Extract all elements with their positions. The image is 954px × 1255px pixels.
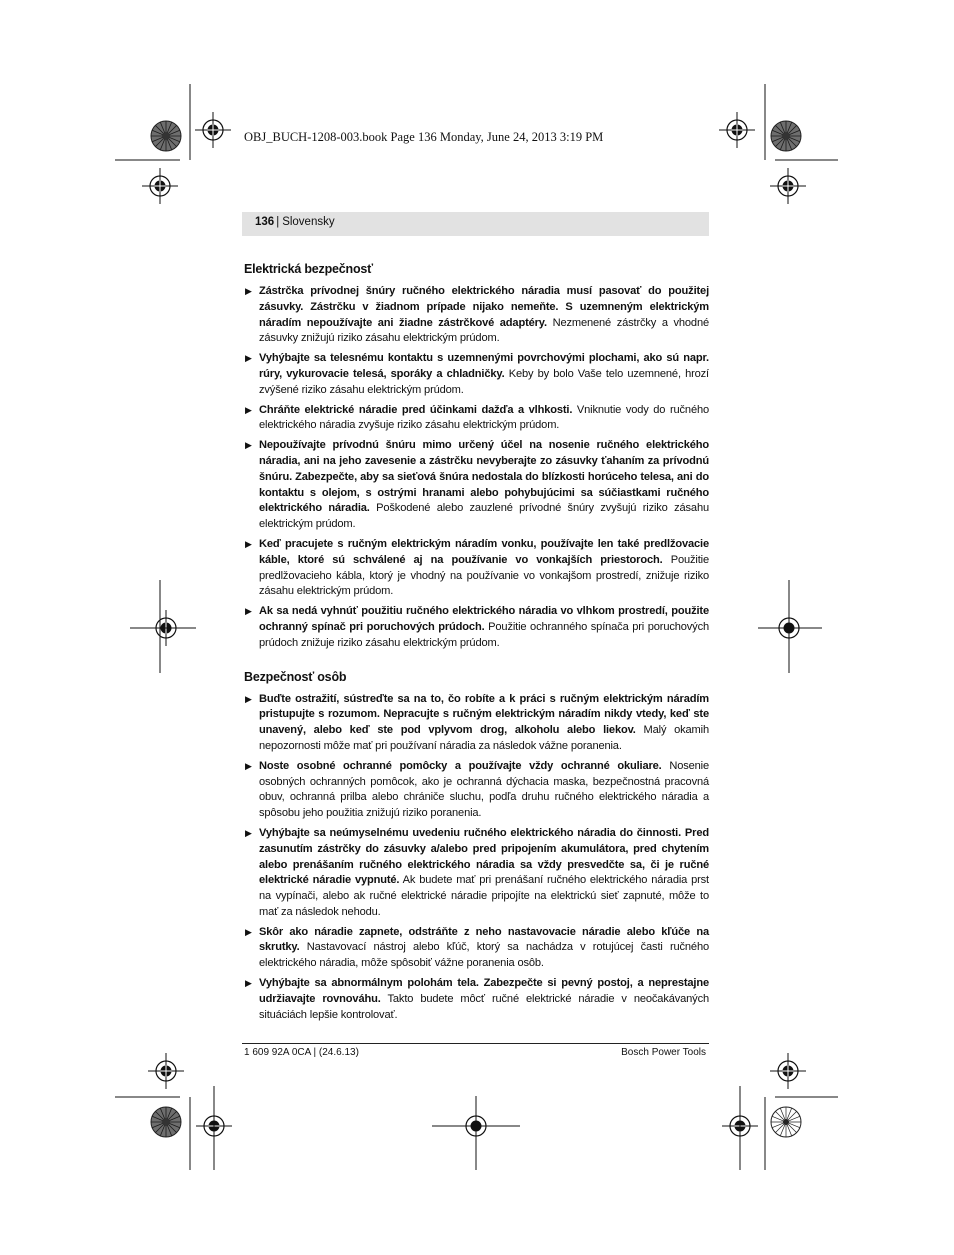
bullet-triangle-icon: ▶: [245, 538, 252, 549]
footer-brand: Bosch Power Tools: [621, 1047, 706, 1058]
header-language: Slovensky: [282, 216, 335, 228]
bullet-triangle-icon: ▶: [245, 440, 252, 451]
list-item: ▶ Zástrčka prívodnej šnúry ručného elektrického náradia musí pasovať do použitej zásuvky. Zástrčku v žiadnom prípade nijako nemeňte. S uzemneným elektrickým náradím nepoužívajte ani žiadne zástrčkové adaptéry. Nezmenené zástrčky a vhodné zásuvky znižujú riziko zásahu elektrickým prúdom.: [245, 285, 709, 345]
bullet-triangle-icon: ▶: [245, 693, 252, 704]
bullet-triangle-icon: ▶: [245, 926, 252, 937]
bullet-triangle-icon: ▶: [245, 606, 252, 617]
bullet-triangle-icon: ▶: [245, 760, 252, 771]
list-item: ▶ Vyhýbajte sa abnormálnym polohám tela. Zabezpečte si pevný postoj, a neprestajne udržiavajte rovnováhu. Takto budete môcť ručné elektrické náradie v neočakávaných situáciách lepšie kontrolovať.: [245, 977, 709, 1021]
list-item: ▶ Ak sa nedá vyhnúť použitiu ručného elektrického náradia vo vlhkom prostredí, použite ochranný spínač pri poruchových prúdoch. Použitie ochranného spínača pri poruchových prúdoch znižuje riziko zásahu elektrickým prúdom.: [245, 605, 709, 649]
list-item: ▶ Noste osobné ochranné pomôcky a používajte vždy ochranné okuliare. Nosenie osobných ochranných pomôcok, ako je ochranná dýchacia maska, bezpečnostná pracovná obuv, ochranná prilba alebo chrániče sluchu, podľa druhu ručného elektrického náradia a spôsobu jeho použitia znižujú riziko poranenia.: [245, 759, 709, 820]
list-item: ▶ Nepoužívajte prívodnú šnúru mimo určený účel na nosenie ručného elektrického náradia, ani na jeho zavesenie a zástrčku nevyberajte zo zásuvky ťahaním za prívodnú šnúru. Zabezpečte, aby sa sieťová šnúra nedostala do blízkosti horúceho telesa, ani do kontaktu s olejom, s ostrými hranami alebo pohybujúcimi sa súčiastkami ručného elektrického náradia. Poškodené alebo zauzlené prívodné šnúry zvyšujú riziko zásahu elektrickým prúdom.: [245, 439, 709, 531]
list-item: ▶ Vyhýbajte sa neúmyselnému uvedeniu ručného elektrického náradia do činnosti. Pred zasunutím zástrčky do zásuvky a/alebo pred pripojením akumulátora, pred chytením alebo prenášaním ručného elektrického náradia sa vždy presvedčte sa, či je ručné elektrické náradie vypnuté. Ak budete mať pri prenášaní ručného elektrického náradia prst na vypínači, alebo ak ručné elektrické náradie pripojíte na elektrickú sieť zapnuté, môže to mať za následok nehodu.: [245, 826, 709, 918]
page-number: 136: [255, 216, 275, 228]
book-file-info: OBJ_BUCH-1208-003.book Page 136 Monday, June 24, 2013 3:19 PM: [244, 130, 604, 144]
section-title-electrical-safety: Elektrická bezpečnosť: [244, 262, 373, 276]
bullet-triangle-icon: ▶: [245, 353, 252, 364]
main-content: [244, 262, 709, 1027]
bullet-triangle-icon: ▶: [245, 978, 252, 989]
bullet-triangle-icon: ▶: [245, 286, 252, 296]
page-header: [242, 212, 709, 236]
list-item: ▶ Skôr ako náradie zapnete, odstráňte z neho nastavovacie náradie alebo kľúče na skrutky. Nastavovací nástroj alebo kľúč, ktorý sa nachádza v rotujúcej časti ručného elektrického náradia, môže spôsobiť vážne poranenia osôb.: [245, 925, 709, 970]
bullet-triangle-icon: ▶: [245, 827, 252, 838]
list-item: ▶ Vyhýbajte sa telesnému kontaktu s uzemnenými povrchovými plochami, ako sú napr. rúry, vykurovacie telesá, sporáky a chladničky. Keby by bolo Vaše telo uzemnené, hrozí zvýšené riziko zásahu elektrickým prúdom.: [245, 352, 709, 396]
header-separator: |: [276, 216, 280, 228]
list-item: ▶ Keď pracujete s ručným elektrickým náradím vonku, používajte len také predlžovacie káble, ktoré sú schválené aj na používanie vo vonkajších priestoroch. Použitie predlžovacieho kábla, ktorý je vhodný na používanie vo vonkajšom prostredí, znižuje riziko zásahu elektrickým prúdom.: [245, 537, 709, 598]
bullet-triangle-icon: ▶: [245, 404, 252, 415]
list-item: ▶ Chráňte elektrické náradie pred účinkami dažďa a vlhkosti. Vniknutie vody do ručného elektrického náradia zvyšuje riziko zásahu elektrickým prúdom.: [245, 403, 710, 432]
footer-divider: [242, 1043, 709, 1044]
list-item: ▶ Buďte ostražití, sústreďte sa na to, čo robíte a k práci s ručným elektrickým náradím pristupujte s rozumom. Nepracujte s ručným elektrickým náradím nikdy vtedy, keď ste unavený, alebo keď ste pod vplyvom drog, alkoholu alebo liekov. Malý okamih nepozornosti môže mať pri používaní náradia za následok vážne poranenia.: [245, 692, 709, 752]
footer-document-code: 1 609 92A 0CA | (24.6.13): [244, 1047, 359, 1058]
section-title-personal-safety: Bezpečnosť osôb: [244, 669, 347, 684]
